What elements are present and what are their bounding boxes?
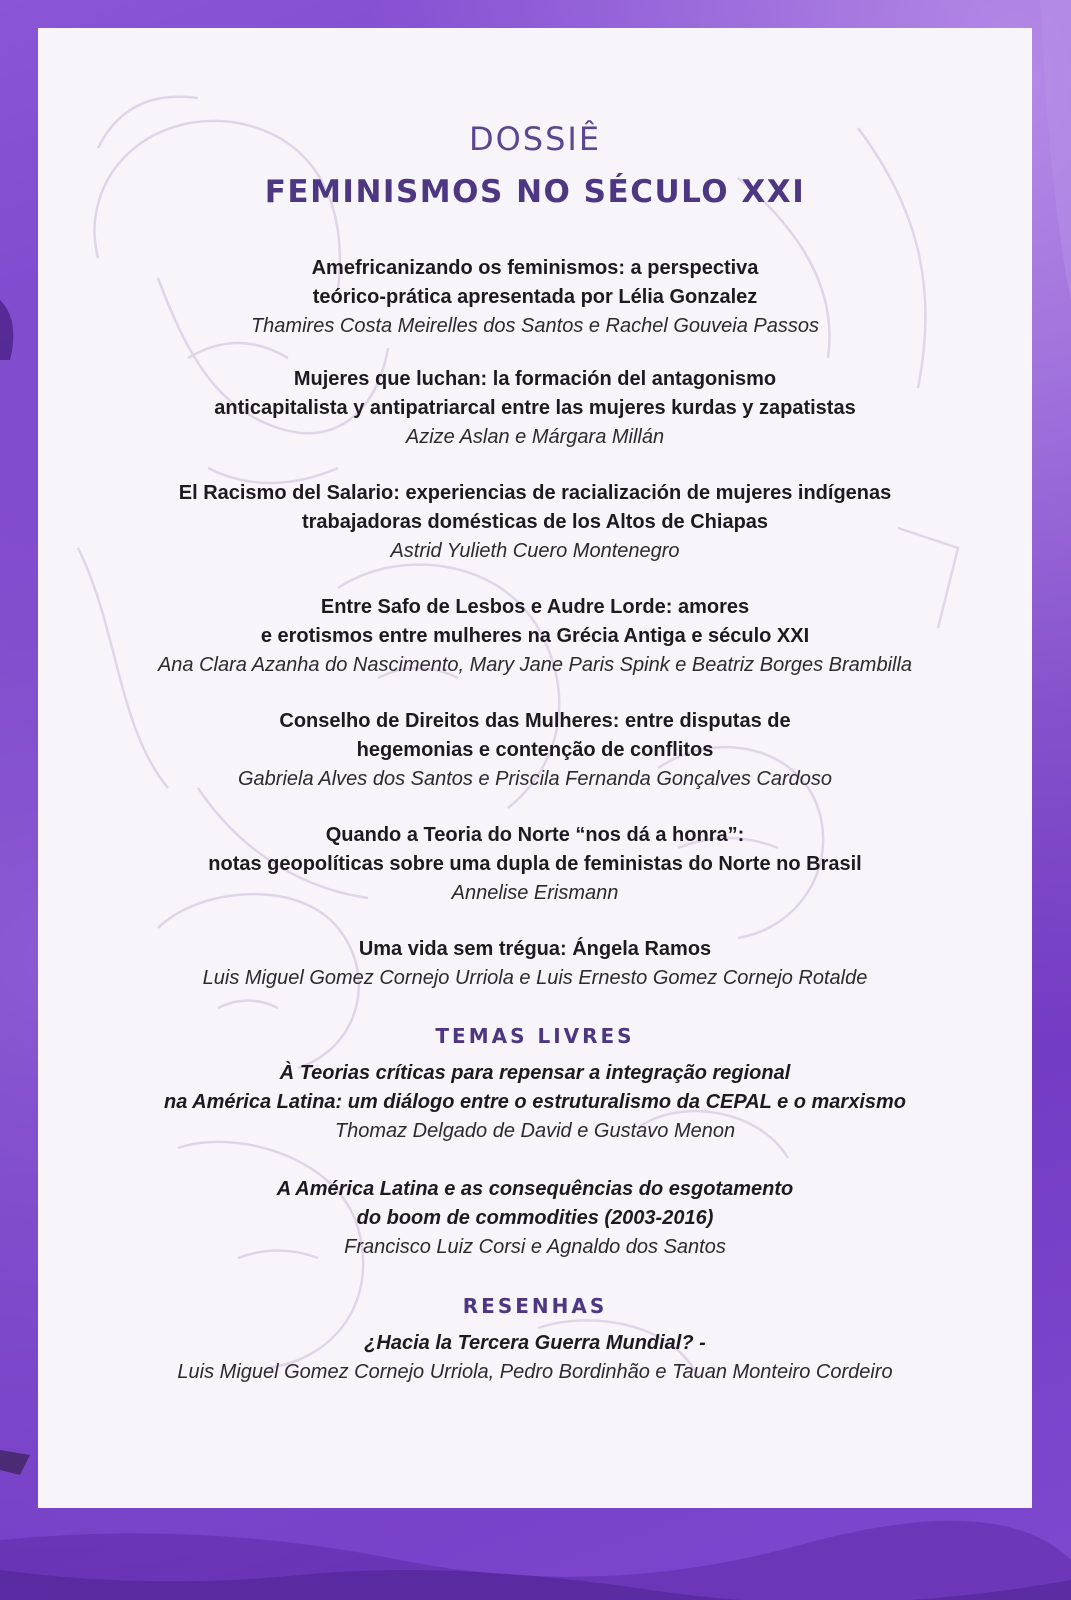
section-heading-temas-livres: TEMAS LIVRES — [435, 1024, 635, 1048]
article-title-line: teórico-prática apresentada por Lélia Gonzalez — [312, 286, 758, 308]
article-entry — [78, 1175, 992, 1262]
article-title-line: hegemonias e contenção de conflitos — [356, 739, 714, 761]
dossier-kicker: DOSSIÊ — [468, 120, 602, 158]
article-title-line: e erotismos entre mulheres na Grécia Antiga e século XXI — [260, 625, 810, 647]
article-title-line: El Racismo del Salario: experiencias de racialización de mujeres indígenas — [178, 482, 892, 504]
article-entry — [78, 707, 992, 794]
article-title-line: Quando a Teoria do Norte “nos dá a honra”: — [325, 824, 745, 846]
article-authors: Luis Miguel Gomez Cornejo Urriola e Luis Ernesto Gomez Cornejo Rotalde — [202, 967, 868, 989]
section-heading-resenhas: RESENHAS — [462, 1294, 608, 1318]
article-authors: Ana Clara Azanha do Nascimento, Mary Jane Paris Spink e Beatriz Borges Brambilla — [157, 654, 913, 676]
article-title-line: Amefricanizando os feminismos: a perspectiva — [311, 257, 759, 279]
article-title-line: na América Latina: um diálogo entre o estruturalismo da CEPAL e o marxismo — [163, 1091, 907, 1113]
article-title-line: Mujeres que luchan: la formación del antagonismo — [293, 368, 777, 390]
review-entry — [78, 1329, 992, 1387]
article-authors: Gabriela Alves dos Santos e Priscila Fernanda Gonçalves Cardoso — [237, 768, 832, 790]
article-title-line: notas geopolíticas sobre uma dupla de feministas do Norte no Brasil — [208, 853, 862, 875]
article-entry — [78, 365, 992, 452]
contents-card — [38, 28, 1032, 1508]
article-title-line: anticapitalista y antipatriarcal entre las mujeres kurdas y zapatistas — [214, 397, 856, 419]
dossier-title: FEMINISMOS NO SÉCULO XXI — [264, 174, 806, 210]
article-title-line: A América Latina e as consequências do esgotamento — [276, 1178, 794, 1200]
article-authors: Francisco Luiz Corsi e Agnaldo dos Santos — [344, 1236, 726, 1258]
article-authors: Azize Aslan e Márgara Millán — [405, 426, 665, 448]
article-title-line: Conselho de Direitos das Mulheres: entre disputas de — [279, 710, 791, 732]
article-title-line: Uma vida sem trégua: Ángela Ramos — [358, 938, 712, 960]
article-title-line: Entre Safo de Lesbos e Audre Lorde: amores — [320, 596, 750, 618]
article-authors: Thamires Costa Meirelles dos Santos e Rachel Gouveia Passos — [250, 315, 820, 337]
review-authors: Luis Miguel Gomez Cornejo Urriola, Pedro Bordinhão e Tauan Monteiro Cordeiro — [177, 1361, 893, 1383]
review-title: ¿Hacia la Tercera Guerra Mundial? - — [364, 1332, 706, 1354]
article-entry — [78, 1059, 992, 1146]
article-title-line: trabajadoras domésticas de los Altos de Chiapas — [301, 511, 769, 533]
article-title-line: À Teorias críticas para repensar a integração regional — [279, 1062, 791, 1084]
article-entry — [78, 821, 992, 908]
article-title-line: do boom de commodities (2003-2016) — [356, 1207, 714, 1229]
article-authors: Annelise Erismann — [451, 882, 619, 904]
article-entry — [78, 593, 992, 680]
article-authors: Astrid Yulieth Cuero Montenegro — [390, 540, 680, 562]
article-entry — [78, 254, 992, 341]
article-authors: Thomaz Delgado de David e Gustavo Menon — [334, 1120, 736, 1142]
article-entry — [78, 935, 992, 993]
article-entry — [78, 479, 992, 566]
